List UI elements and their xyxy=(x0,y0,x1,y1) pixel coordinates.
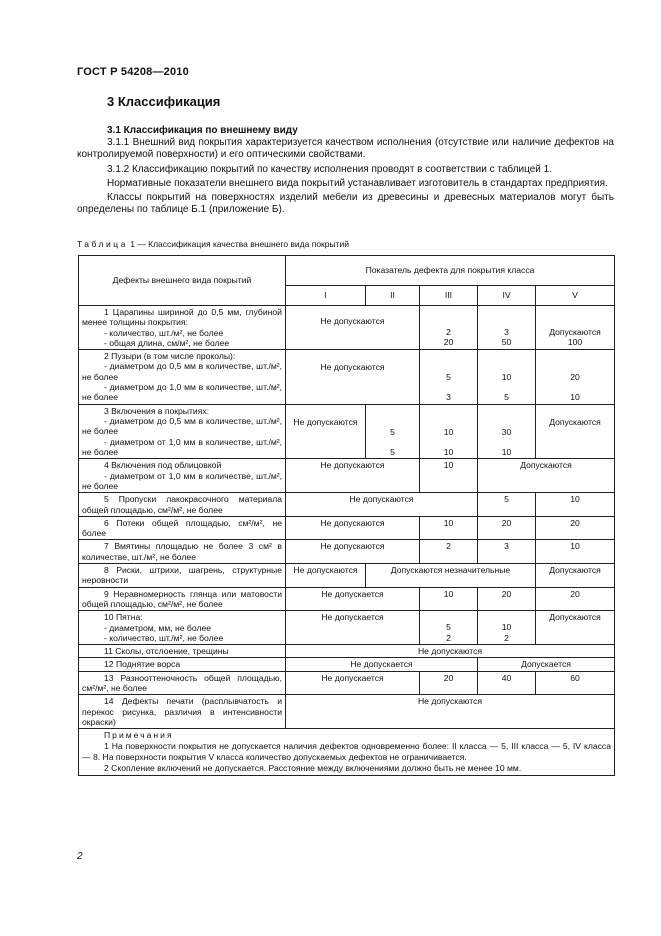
table-row: 10 Пятна: - диаметром, мм, не более - количество, шт./м², не более Не допускается 5 2 10 2 Допускаются xyxy=(79,611,615,645)
table-row: 12 Поднятие ворса Не допускается Допускается xyxy=(79,658,615,671)
table-row: 2 Пузыри (в том числе проколы): - диаметром до 0,5 мм в количестве, шт./м², не более - диаметром до 1,0 мм в количестве, шт./м², не более Не допускаются 5 3 10 5 20 10 xyxy=(79,350,615,405)
page-number: 2 xyxy=(77,851,83,862)
table-row: 8 Риски, штрихи, шагрень, структурные неровности Не допускаются Допускаются незначительные Допускаются xyxy=(79,564,615,588)
paragraph: Классы покрытий на поверхностях изделий мебели из древесины и древесных материалов могут быть определены по таблице Б.1 (приложение Б). xyxy=(77,192,614,216)
paragraph: 3.1.1 Внешний вид покрытия характеризуется качеством исполнения (отсутствие или наличие дефектов на контролируемой поверхности) и его оптическими свойствами. xyxy=(77,137,614,161)
header-class-3: III xyxy=(420,286,478,306)
defects-table xyxy=(78,255,615,776)
body-text xyxy=(77,137,614,219)
subsection-title: 3.1 Классификация по внешнему виду xyxy=(107,125,298,136)
table-row: 7 Вмятины площадью не более 3 см² в количестве, шт./м², не более Не допускаются 2 3 10 xyxy=(79,540,615,564)
header-class-5: V xyxy=(536,286,615,306)
paragraph: Нормативные показатели внешнего вида покрытий устанавливает изготовитель в стандартах предприятия. xyxy=(107,177,608,189)
section-title: 3 Классификация xyxy=(107,94,221,109)
paragraph: 3.1.2 Классификацию покрытий по качеству исполнения проводят в соответствии с таблицей 1. xyxy=(107,163,552,175)
table-row: 11 Сколы, отслоение, трещины Не допускаются xyxy=(79,645,615,658)
table-row: 5 Пропуски лакокрасочного материала общей площадью, см²/м², не более Не допускаются 5 10 xyxy=(79,493,615,517)
table-row: 3 Включения в покрытиях: - диаметром до 0,5 мм в количестве, шт./м², не более - диаметром от 1,0 мм в количестве, шт./м², не более Не допускаются 5 5 10 10 30 10 Допускаются xyxy=(79,404,615,459)
table-row: 1 Царапины шириной до 0,5 мм, глубиной менее толщины покрытия: - количество, шт./м², не более - общая длина, см/м², не более Не допускаются 2 20 3 50 Допускаются 100 xyxy=(79,306,615,350)
standard-header: ГОСТ Р 54208—2010 xyxy=(77,66,189,78)
table-row: 14 Дефекты печати (расплывчатость и перекос рисунка, различия в интенсивности окраски) Не допускаются xyxy=(79,695,615,729)
table-row: 9 Неравномерность глянца или матовости общей площадью, см²/м², не более Не допускается 10 20 20 xyxy=(79,587,615,611)
table-row: 6 Потеки общей площадью, см²/м², не более Не допускаются 10 20 20 xyxy=(79,516,615,540)
header-class-2: II xyxy=(366,286,420,306)
table-caption: Таблица 1 — Классификация качества внешнего вида покрытий xyxy=(77,239,350,249)
table-notes: Примечания 1 На поверхности покрытия не допускается наличия дефектов одновременно более: II класса — 5, III класса — 5, IV класса — 8. На поверхности покрытия V класса количество допускаемых дефектов не ограничивается. 2 Скопление включений не допускается. Расстояние между включениями должно быть не менее 10 мм. xyxy=(79,729,615,776)
table-row: 4 Включения под облицовкой - диаметром от 1,0 мм в количестве, шт./м², не более Не допускаются 10 Допускаются xyxy=(79,459,615,493)
header-class-1: I xyxy=(286,286,366,306)
header-class-4: IV xyxy=(478,286,536,306)
header-group: Показатель дефекта для покрытия класса xyxy=(286,256,615,286)
header-defects: Дефекты внешнего вида покрытий xyxy=(79,256,286,306)
table-row: 13 Разнооттеночность общей площадью, см²/м², не более Не допускается 20 40 60 xyxy=(79,671,615,695)
